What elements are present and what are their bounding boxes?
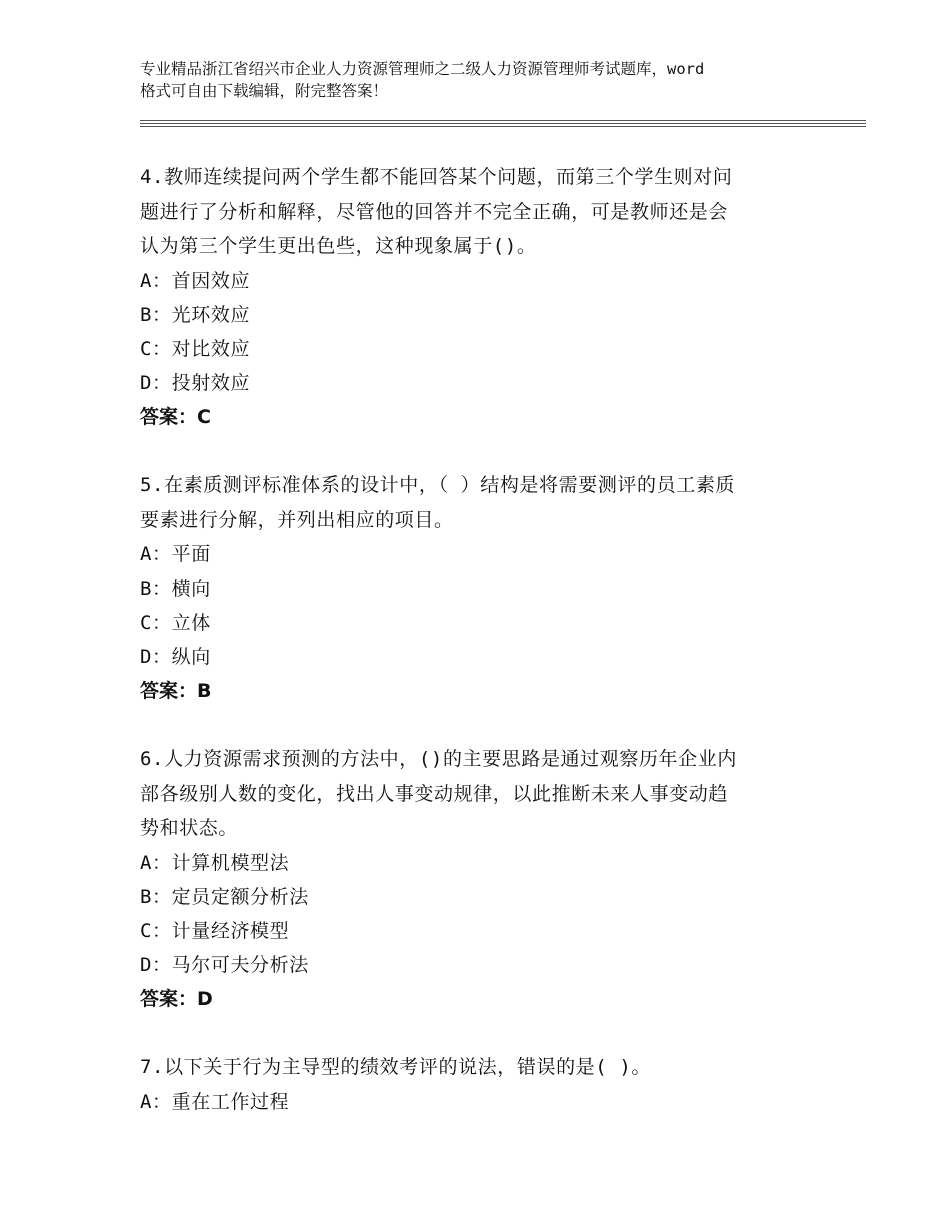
- document-header: [140, 58, 840, 102]
- option-c: C：计量经济模型: [140, 920, 290, 943]
- header-divider-top: [140, 120, 866, 121]
- question-6: [140, 742, 840, 1016]
- option-a: A：首因效应: [140, 269, 251, 292]
- option-b: B：横向: [140, 577, 211, 600]
- option-a: A：重在工作过程: [140, 1090, 290, 1113]
- question-text-line: 势和状态。: [140, 817, 239, 840]
- question-7: [140, 1050, 840, 1119]
- question-text-line: 6.人力资源需求预测的方法中，()的主要思路是通过观察历年企业内: [140, 748, 737, 771]
- question-text-line: 7.以下关于行为主导型的绩效考评的说法，错误的是( )。: [140, 1056, 651, 1079]
- option-b: B：定员定额分析法: [140, 885, 309, 908]
- header-line-2: 格式可自由下载编辑，附完整答案！: [140, 82, 389, 100]
- question-4: [140, 160, 840, 434]
- question-text-line: 部各级别人数的变化，找出人事变动规律，以此推断未来人事变动趋: [140, 782, 729, 805]
- option-b: B：光环效应: [140, 303, 251, 326]
- question-list: [140, 160, 840, 1153]
- answer-label: 答案：C: [140, 406, 211, 429]
- question-text-line: 5.在素质测评标准体系的设计中，（ ）结构是将需要测评的员工素质: [140, 474, 736, 497]
- question-text-line: 要素进行分解，并列出相应的项目。: [140, 508, 454, 531]
- answer-label: 答案：B: [140, 680, 212, 703]
- option-d: D：纵向: [140, 645, 211, 668]
- option-d: D：马尔可夫分析法: [140, 954, 309, 977]
- question-5: [140, 468, 840, 708]
- header-divider-bottom: [140, 126, 866, 127]
- header-line-1: 专业精品浙江省绍兴市企业人力资源管理师之二级人力资源管理师考试题库，word: [140, 60, 705, 78]
- answer-label: 答案：D: [140, 988, 213, 1011]
- option-c: C：对比效应: [140, 337, 251, 360]
- option-c: C：立体: [140, 611, 211, 634]
- header-divider-middle: [140, 123, 866, 124]
- question-text-line: 题进行了分析和解释，尽管他的回答并不完全正确，可是教师还是会: [140, 200, 729, 223]
- question-text-line: 4.教师连续提问两个学生都不能回答某个问题，而第三个学生则对问: [140, 166, 733, 188]
- option-d: D：投射效应: [140, 372, 251, 395]
- option-a: A：平面: [140, 543, 211, 566]
- option-a: A：计算机模型法: [140, 851, 290, 874]
- question-text-line: 认为第三个学生更出色些，这种现象属于()。: [140, 235, 537, 257]
